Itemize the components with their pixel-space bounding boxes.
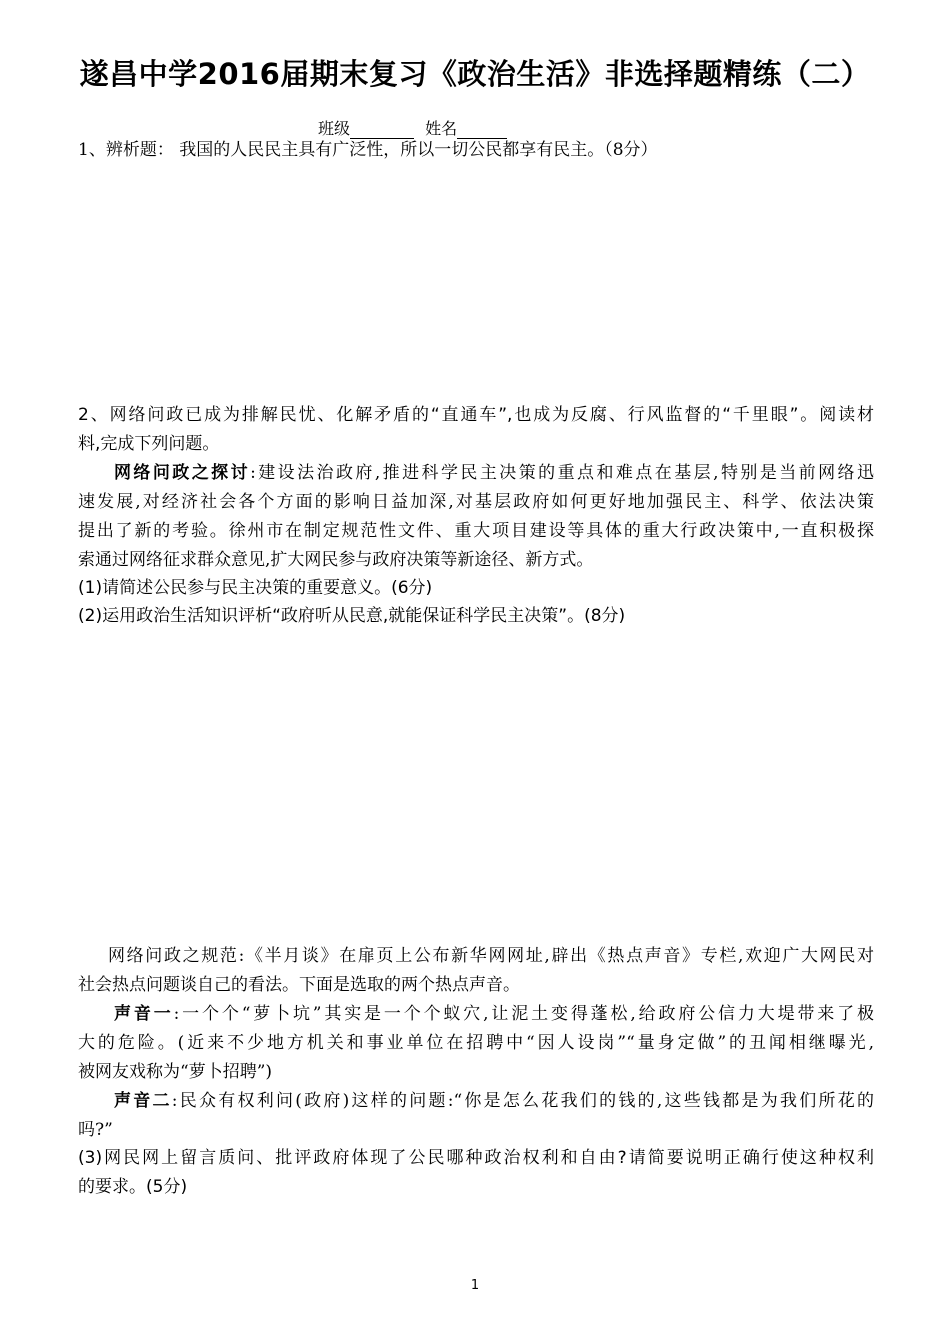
class-label: 班级 — [318, 119, 351, 138]
voice-2-line1 — [78, 1087, 874, 1115]
sub-question-1: (1)请简述公民参与民主决策的重要意义。(6分) — [78, 578, 433, 598]
norm-text-1: :《半月谈》在扉页上公布新华网网址,辟出《热点声音》专栏,欢迎广大网民对 — [238, 946, 874, 966]
sub-question-3-line1: (3)网民网上留言质问、批评政府体现了公民哪种政治权利和自由?请简要说明正确行使这种权利 — [78, 1148, 874, 1168]
norm-paragraph-line1 — [78, 942, 874, 970]
question-2-intro-line2: 料,完成下列问题。 — [78, 434, 220, 454]
voice-2-line2: 吗?” — [78, 1120, 113, 1140]
discussion-text-1: :建设法治政府,推进科学民主决策的重点和难点在基层,特别是当前网络迅 — [250, 463, 874, 483]
voice-2-text-1: :民众有权利问(政府)这样的问题:“你是怎么花我们的钱的,这些钱都是为我们所花的 — [171, 1091, 874, 1111]
discussion-label: 网络问政之探讨 — [114, 463, 251, 483]
voice-1-line2: 大的危险。(近来不少地方机关和事业单位在招聘中“因人设岗”“量身定做”的丑闻相继曝光, — [78, 1033, 874, 1053]
page-title: 遂昌中学2016届期末复习《政治生活》非选择题精练（二） — [79, 57, 871, 91]
question-1: 1、辨析题： 我国的人民民主具有广泛性，所以一切公民都享有民主。（8分） — [78, 140, 658, 160]
sub-question-2: (2)运用政治生活知识评析“政府听从民意,就能保证科学民主决策”。(8分) — [78, 606, 626, 626]
name-label: 姓名 — [425, 119, 458, 138]
page-number: 1 — [470, 1278, 480, 1293]
norm-label: 网络问政之规范 — [108, 946, 239, 966]
question-2-intro-line1: 2、网络问政已成为排解民忧、化解矛盾的“直通车”,也成为反腐、行风监督的“千里眼”。阅读材 — [78, 405, 874, 425]
voice-1-text-1: :一个个“萝卜坑”其实是一个个蚁穴,让泥土变得蓬松,给政府公信力大堤带来了极 — [173, 1004, 875, 1024]
discussion-paragraph-line2: 速发展,对经济社会各个方面的影响日益加深,对基层政府如何更好地加强民主、科学、依法决策 — [78, 492, 874, 512]
voice-1-label: 声音一 — [114, 1004, 174, 1024]
discussion-paragraph-line1 — [78, 459, 874, 487]
voice-2-label: 声音二 — [114, 1091, 172, 1111]
sub-question-3-line2: 的要求。(5分) — [78, 1177, 188, 1197]
norm-paragraph-line2: 社会热点问题谈自己的看法。下面是选取的两个热点声音。 — [78, 975, 520, 995]
voice-1-line3: 被网友戏称为“萝卜招聘”) — [78, 1062, 273, 1082]
discussion-paragraph-line3: 提出了新的考验。徐州市在制定规范性文件、重大项目建设等具体的重大行政决策中,一直积极探 — [78, 521, 874, 541]
voice-1-line1 — [78, 1000, 874, 1028]
discussion-paragraph-line4: 索通过网络征求群众意见,扩大网民参与政府决策等新途径、新方式。 — [78, 550, 594, 570]
